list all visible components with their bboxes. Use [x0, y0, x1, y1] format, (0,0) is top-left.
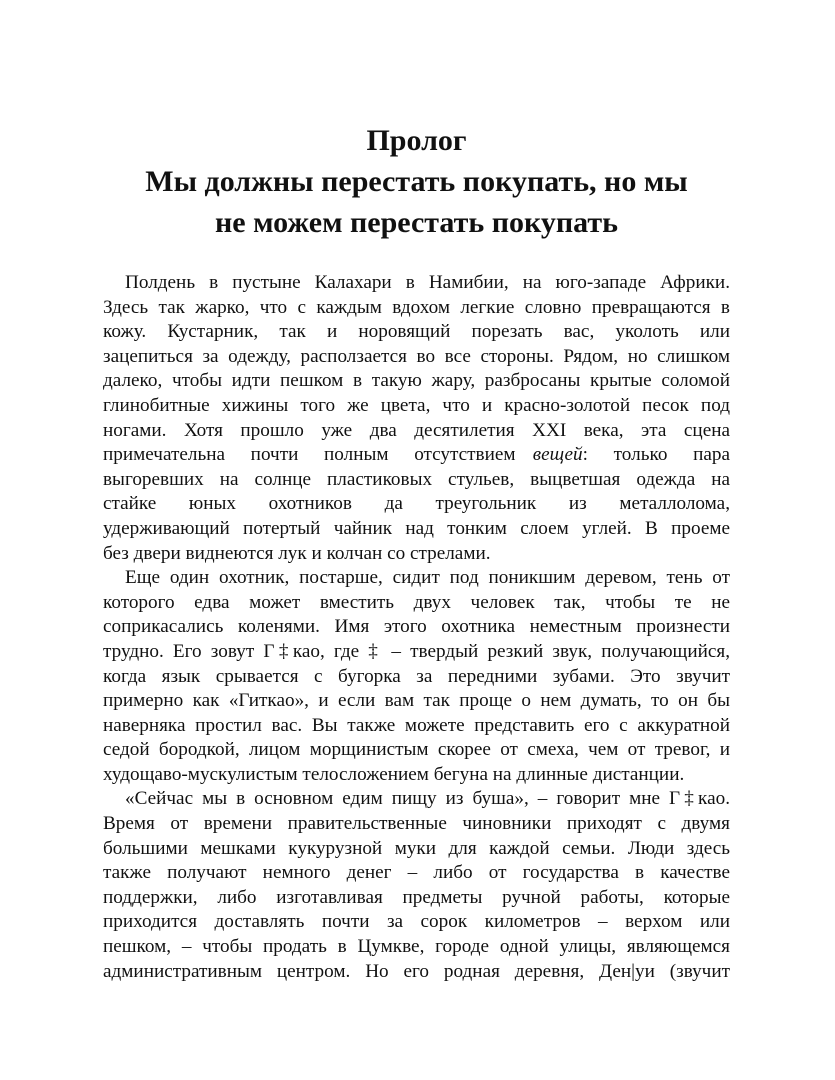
text-line: далеко, чтобы идти пешком в такую жару, разбросаны крытые соломой	[103, 370, 730, 392]
text-line: административным центром. Но его родная деревня, Ден|уи (звучит	[103, 960, 730, 982]
text-line: Здесь так жарко, что с каждым вдохом легкие словно превращаются в	[103, 296, 730, 318]
text-line: также получают немного денег – либо от государства в качестве	[103, 862, 730, 884]
title-line-2: Мы должны перестать покупать, но мы	[145, 165, 688, 198]
text-run: примечательна почти полным отсутствием	[103, 444, 516, 466]
title-line-3: не можем перестать покупать	[215, 206, 618, 239]
text-line: соприкасались коленями. Имя этого охотника неместным произнести	[103, 616, 730, 638]
text-line: приходится доставлять почти за сорок километров – верхом или	[103, 911, 730, 933]
body-text	[103, 271, 730, 984]
text-line: «Сейчас мы в основном едим пищу из буша», – говорит мне Г‡као.	[125, 788, 730, 810]
text-line: кожу. Кустарник, так и норовящий порезать вас, уколоть или	[103, 321, 730, 343]
text-line: без двери виднеются лук и колчан со стрелами.	[103, 542, 491, 564]
text-line: когда язык срывается с бугорка за передними зубами. Это звучит	[103, 665, 730, 687]
text-line: трудно. Его зовут Г‡као, где ‡ – твердый резкий звук, получающийся,	[103, 640, 730, 662]
text-line: Еще один охотник, постарше, сидит под поникшим деревом, тень от	[125, 567, 730, 589]
text-line: Полдень в пустыне Калахари в Намибии, на юго-западе Африки.	[125, 272, 730, 293]
title-line-1: Пролог	[366, 124, 467, 157]
text-line: пешком, – чтобы продать в Цумкве, городе одной улицы, являющемся	[103, 936, 730, 958]
text-line: примерно как «Гиткао», и если вам так проще о нем думать, то он бы	[103, 690, 730, 712]
text-line: глинобитные хижины того же цвета, что и красно-золотой песок под	[103, 394, 730, 416]
text-line: выгоревших на солнце пластиковых стульев, выцветшая одежда на	[103, 468, 730, 490]
emphasis-word: вещей	[532, 444, 583, 466]
text-line: стайке юных охотников да треугольник из металлолома,	[103, 493, 730, 515]
text-line: наверняка простил вас. Вы также можете представить его с аккуратной	[103, 714, 730, 736]
chapter-title	[103, 120, 730, 243]
text-line: удерживающий потертый чайник над тонким слоем углей. В проеме	[103, 517, 730, 539]
text-line: которого едва может вместить двух человек так, чтобы те не	[103, 591, 730, 613]
text-line-with-emphasis	[103, 443, 730, 468]
text-line: ногами. Хотя прошло уже два десятилетия XXI века, эта сцена	[103, 419, 730, 441]
text-line: большими мешками кукурузной муки для каждой семьи. Люди здесь	[103, 837, 730, 859]
text-line: поддержки, либо изготавливая предметы ручной работы, которые	[103, 886, 730, 908]
text-line: зацепиться за одежду, расползается во все стороны. Рядом, но слишком	[103, 345, 730, 367]
text-run: : только пара	[582, 444, 730, 466]
text-line: седой бородкой, лицом морщинистым скорее от смеха, чем от тревог, и	[103, 739, 730, 761]
page	[103, 120, 730, 984]
text-line: худощаво-мускулистым телосложением бегуна на длинные дистанции.	[103, 763, 685, 785]
text-line: Время от времени правительственные чиновники приходят с двумя	[103, 813, 730, 835]
